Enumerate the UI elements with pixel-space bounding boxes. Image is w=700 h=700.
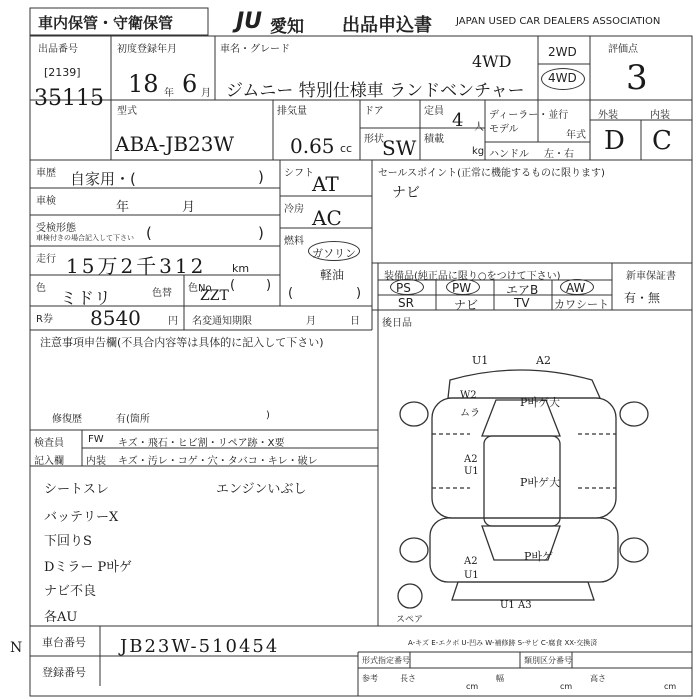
height-label: 高さ	[590, 674, 606, 683]
color-change-label: 色替	[152, 288, 172, 299]
damage-legend: A-キズ E-エクボ U-凹み W-補修跡 S-サビ C-腐食 XX-交換済	[408, 639, 598, 647]
diagram-mark-roof: P바ゲ大	[520, 476, 561, 489]
grade-value: 3	[626, 58, 648, 98]
repair-close: )	[266, 410, 270, 421]
category-cert-label: 類別区分番号	[524, 656, 572, 665]
model-year-label: モデル	[489, 124, 519, 135]
color-code-close: )	[266, 278, 272, 293]
inspection-label: 車検	[36, 196, 56, 207]
diagram-mark-rear: P바ゲ	[524, 550, 554, 563]
equip-ps: PS	[396, 281, 411, 295]
color-label: 色	[36, 283, 46, 294]
comment-right: エンジンいぶし	[216, 482, 307, 497]
color-code-value: ZZT	[200, 288, 229, 304]
diagram-mark-mura: ムラ	[460, 408, 480, 419]
shape-value: SW	[382, 136, 417, 160]
inspector-entry-label: 記入欄	[34, 456, 64, 467]
color-code-open: (	[230, 278, 236, 293]
width-label: 幅	[496, 674, 504, 683]
history-label: 車歴	[36, 168, 56, 179]
exterior-value: D	[604, 126, 625, 156]
width-unit: cm	[560, 682, 573, 691]
chassis-number: JB23W-510454	[120, 636, 280, 657]
new-car-warranty-value: 有・無	[624, 291, 661, 305]
capacity-value: 4	[452, 110, 464, 131]
recycle-label: R券	[36, 314, 53, 325]
notes-label: 注意事項申告欄(不具合内容等は具体的に記入して下さい)	[40, 336, 324, 349]
equip-leather-seat: カワシート	[554, 298, 609, 311]
model-label: 車名・グレード	[220, 44, 290, 55]
aircon-label: 冷房	[284, 204, 304, 215]
inspection-month: 月	[182, 200, 196, 215]
nameplate-label: 名変通知期限	[192, 316, 252, 327]
form-title: 出品申込書	[342, 15, 432, 36]
reg-month: 6	[182, 70, 198, 98]
diagram-label: 後日品	[382, 318, 412, 329]
exterior-label: 外装	[598, 110, 618, 121]
selling-points-label: セールスポイント(正常に機能するものに限ります)	[378, 168, 605, 179]
new-car-warranty-label: 新車保証書	[626, 271, 676, 282]
reg-label: 初度登録年月	[117, 44, 177, 55]
recycle-value: 8540	[90, 306, 141, 330]
length-label: 長さ	[400, 674, 416, 683]
equip-pw: PW	[452, 281, 472, 295]
handle-label: ハンドル	[489, 149, 529, 160]
diagram-mark-u1-left: U1	[464, 466, 479, 477]
fw-items: キズ・飛石・ヒビ割・リペア跡・X要	[118, 438, 285, 449]
disp-unit: cc	[340, 142, 353, 155]
load-unit: kg	[472, 146, 485, 157]
comment-4: Dミラー P바ゲ	[44, 560, 132, 575]
drive-2wd: 2WD	[548, 45, 577, 59]
diagram-mark-bumper: U1 A3	[500, 600, 532, 611]
reg-year-unit: 年	[164, 88, 174, 99]
fuel-light-oil: 軽油	[320, 268, 345, 282]
shift-label: シフト	[284, 168, 314, 179]
capacity-label: 定員	[424, 106, 444, 117]
inspector-label: 検査員	[34, 438, 64, 449]
repair-value: 有(箇所	[116, 414, 150, 425]
color-code-label: 色No	[188, 283, 212, 294]
margin-mark: N	[10, 640, 23, 656]
dealer-label: ディーラー・並行	[489, 110, 569, 121]
interior-items-label: 内装	[86, 456, 106, 467]
equip-tv: TV	[514, 296, 530, 310]
mileage-label: 走行	[36, 254, 56, 265]
disp-label: 排気量	[277, 106, 307, 117]
height-unit: cm	[664, 682, 677, 691]
type-value: ABA-JB23W	[115, 132, 235, 156]
grade-label: 評価点	[608, 44, 638, 55]
english-title: JAPAN USED CAR DEALERS ASSOCIATION	[456, 16, 661, 27]
interior-value: C	[652, 126, 672, 156]
load-label: 積載	[424, 134, 444, 145]
storage-label: 車内保管・守衛保管	[38, 14, 174, 32]
diagram-mark-u1-rear: U1	[464, 570, 479, 581]
interior-items: キズ・汚レ・コゲ・穴・タバコ・キレ・破レ	[118, 456, 318, 467]
mileage-unit: km	[232, 262, 250, 275]
comment-5: ナビ不良	[44, 584, 97, 599]
receipt-close: )	[258, 224, 264, 242]
nameplate-day: 日	[350, 316, 360, 327]
equipment-label: 装備品(純正品に限り○をつけて下さい)	[384, 271, 561, 282]
equip-aw: AW	[566, 281, 586, 295]
receipt-sub: 車検付きの場合記入して下さい	[36, 234, 134, 242]
diagram-mark-hood: P바ゲ大	[520, 396, 561, 409]
ju-logo: JU	[236, 9, 263, 34]
fuel-open: (	[288, 286, 294, 301]
aircon-value: AC	[312, 206, 342, 230]
length-unit: cm	[466, 682, 479, 691]
fw-label: FW	[88, 434, 104, 445]
fuel-gasoline: ガソリン	[312, 247, 356, 260]
handle-value: 左・右	[544, 149, 574, 160]
type-label: 型式	[117, 106, 137, 117]
diagram-mark-w2: W2	[460, 390, 477, 401]
ref-label: 参考	[362, 674, 378, 683]
equip-airbag: エアB	[506, 283, 539, 297]
receipt-open: (	[146, 224, 152, 242]
reg-year: 18	[128, 70, 159, 98]
lot-label: 出品番号	[38, 44, 78, 55]
equip-navi: ナビ	[454, 298, 479, 312]
diagram-mark-a2-left: A2	[464, 454, 478, 465]
drive-4wd: 4WD	[548, 71, 577, 85]
history-close: )	[258, 168, 264, 186]
nameplate-month: 月	[306, 316, 316, 327]
mileage-value: 15万2千312	[66, 254, 207, 278]
comment-1: シートスレ	[44, 482, 109, 497]
equip-sr: SR	[398, 296, 414, 310]
registration-label: 登録番号	[42, 666, 86, 679]
type-cert-label: 形式指定番号	[362, 656, 410, 665]
drive-handwritten: 4WD	[472, 52, 512, 71]
capacity-unit: 人	[474, 122, 484, 133]
lot-number: 35115	[34, 86, 104, 111]
comment-3: 下回りS	[44, 534, 92, 549]
diagram-mark-u1-front: U1	[472, 354, 489, 367]
receipt-label: 受検形態	[36, 223, 76, 234]
history-value: 自家用・(	[70, 170, 136, 188]
org-name: 愛知	[270, 17, 304, 37]
fuel-label: 燃料	[284, 236, 304, 247]
inspection-year: 年	[116, 200, 130, 215]
door-label: ドア	[364, 106, 384, 117]
fuel-close: )	[356, 286, 362, 301]
repair-label: 修復歴	[52, 414, 82, 425]
lot-sub: [2139]	[44, 66, 81, 79]
recycle-unit: 円	[168, 316, 178, 327]
shift-value: AT	[312, 172, 339, 196]
color-value: ミドリ	[60, 289, 111, 309]
diagram-mark-a2-front: A2	[536, 354, 551, 367]
comment-2: バッテリーX	[44, 510, 119, 525]
shape-label: 形状	[364, 134, 384, 145]
model-year-unit: 年式	[566, 130, 586, 141]
disp-value: 0.65	[290, 134, 335, 158]
comment-6: 各AU	[44, 610, 78, 625]
interior-label: 内装	[650, 110, 670, 121]
reg-month-unit: 月	[201, 88, 211, 99]
chassis-label: 車台番号	[42, 636, 86, 649]
model-handwritten: ジムニー 特別仕様車 ランドベンチャー	[226, 81, 525, 101]
diagram-mark-a2-rear: A2	[464, 556, 478, 567]
spare-label: スペア	[396, 615, 424, 625]
selling-points-value: ナビ	[392, 185, 420, 201]
